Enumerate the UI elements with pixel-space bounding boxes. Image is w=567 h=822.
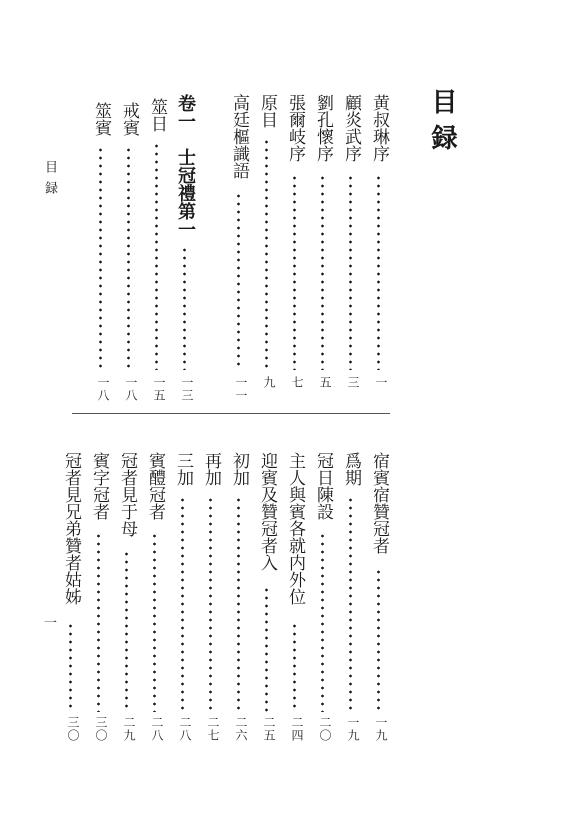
dot-leader [69, 622, 72, 712]
entry-title: 爲期 [341, 452, 361, 486]
entry-page-number: 二四 [290, 716, 304, 742]
entry-title: 張爾岐序 [285, 94, 305, 162]
entry-title: 宿賓宿贊冠者 [369, 452, 389, 554]
dot-leader [293, 622, 296, 712]
entry-page-number: 七 [290, 376, 304, 389]
entry-title: 主人與賓各就内外位 [285, 452, 305, 605]
entry-title: 三加 [173, 452, 193, 486]
entry-title: 筮賓 [91, 102, 111, 136]
margin-section-label: 目録 [42, 160, 57, 202]
entry-title: 黄叔琳序 [369, 94, 389, 162]
entry-page-number: 一三 [180, 376, 194, 402]
entry-page-number: 一八 [96, 376, 110, 402]
dot-leader [377, 174, 380, 370]
dot-leader [97, 532, 100, 712]
entry-page-number: 二七 [206, 716, 220, 742]
entry-title: 冠者見于母 [117, 452, 137, 537]
dot-leader [265, 586, 268, 712]
entry-page-number: 九 [262, 376, 276, 389]
dot-leader [127, 146, 130, 370]
entry-page-number: 二九 [122, 716, 136, 742]
entry-page-number: 二八 [178, 716, 192, 742]
dot-leader [125, 550, 128, 712]
section-divider [72, 413, 390, 414]
entry-title: 冠者見兄弟贊者姑姊 [61, 452, 81, 605]
entry-page-number: 一九 [374, 716, 388, 742]
entry-page-number: 一八 [124, 376, 138, 402]
entry-title: 賓字冠者 [89, 452, 109, 520]
entry-title: 劉孔懷序 [313, 94, 333, 162]
entry-title: 顧炎武序 [341, 94, 361, 162]
dot-leader [349, 174, 352, 370]
entry-title: 高廷樞識語 [229, 94, 249, 179]
dot-leader [237, 192, 240, 370]
entry-title: 原目 [257, 94, 277, 128]
entry-title: 賓醴冠者 [145, 452, 165, 520]
entry-title: 再加 [201, 452, 221, 486]
entry-title: 卷一 士冠禮第一 [175, 94, 196, 238]
entry-page-number: 三 [346, 376, 360, 389]
entry-page-number: 五 [318, 376, 332, 389]
toc-heading: 目録 [427, 88, 457, 160]
dot-leader [377, 568, 380, 712]
page-folio: 一 [44, 616, 58, 631]
dot-leader [99, 146, 102, 370]
dot-leader [155, 142, 158, 370]
dot-leader [321, 532, 324, 712]
entry-title: 冠日陳設 [313, 452, 333, 520]
entry-page-number: 二〇 [318, 716, 332, 742]
entry-title: 戒賓 [119, 102, 139, 136]
entry-page-number: 二八 [150, 716, 164, 742]
entry-page-number: 一五 [152, 376, 166, 402]
dot-leader [293, 174, 296, 370]
dot-leader [321, 174, 324, 370]
dot-leader [181, 496, 184, 712]
entry-page-number: 三〇 [94, 716, 108, 742]
entry-page-number: 三〇 [66, 716, 80, 742]
entry-page-number: 一一 [234, 376, 248, 402]
entry-title: 迎賓及贊冠者入 [257, 452, 277, 571]
dot-leader [265, 138, 268, 370]
entry-page-number: 一九 [346, 716, 360, 742]
entry-title: 筮日 [147, 98, 167, 132]
entry-title: 初加 [229, 452, 249, 486]
entry-page-number: 一 [374, 376, 388, 389]
dot-leader [349, 496, 352, 712]
dot-leader [153, 532, 156, 712]
entry-page-number: 二六 [234, 716, 248, 742]
entry-page-number: 二五 [262, 716, 276, 742]
dot-leader [237, 496, 240, 712]
dot-leader [209, 496, 212, 712]
dot-leader [183, 246, 186, 370]
